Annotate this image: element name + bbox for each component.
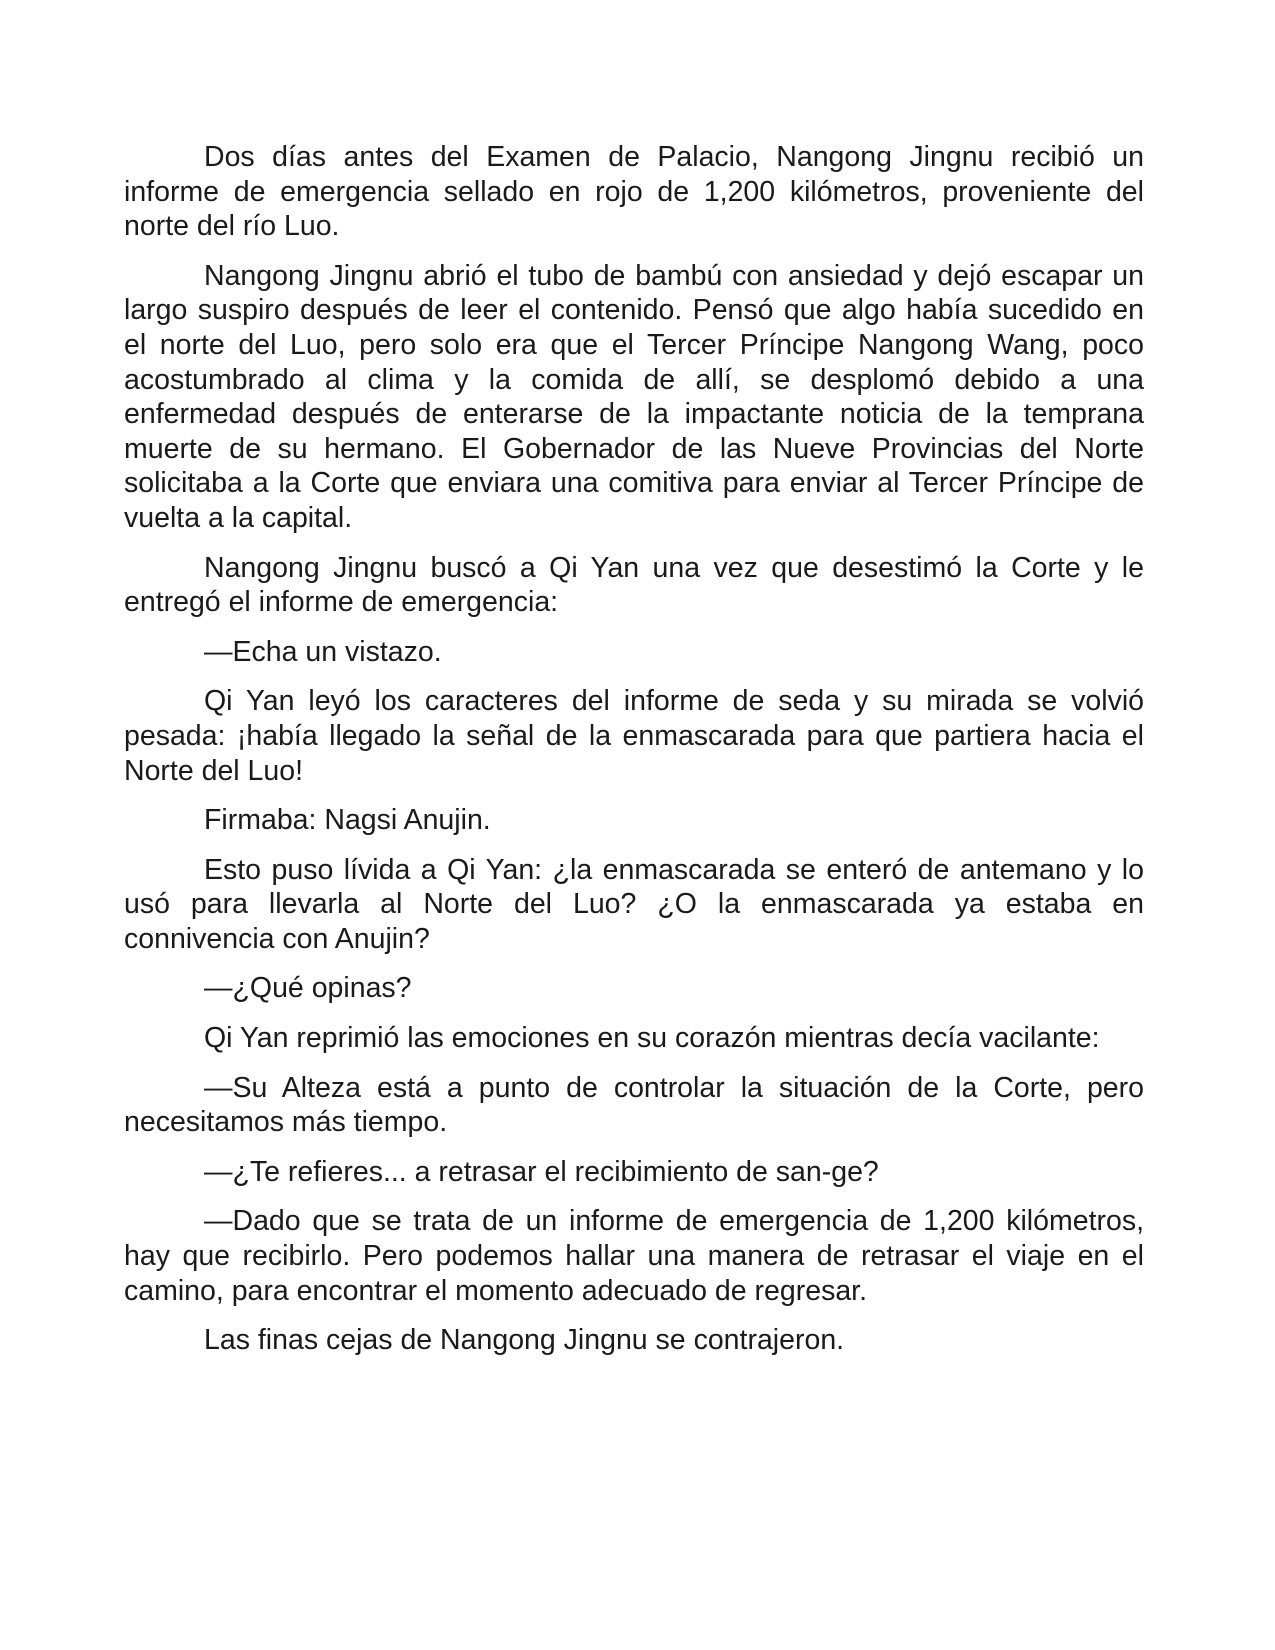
paragraph: Nangong Jingnu abrió el tubo de bambú con ansiedad y dejó escapar un largo suspiro después de leer el contenido. Pensó que algo había sucedido en el norte del Luo, pero solo era que el Tercer Príncipe Nangong Wang, poco acostumbrado al clima y la comida de allí, se desplomó debido a una enfermedad después de enterarse de la impactante noticia de la temprana muerte de su hermano. El Gobernador de las Nueve Provincias del Norte solicitaba a la Corte que enviara una comitiva para enviar al Tercer Príncipe de vuelta a la capital. bbox=[124, 259, 1144, 534]
paragraph: Nangong Jingnu buscó a Qi Yan una vez que desestimó la Corte y le entregó el informe de emergencia: bbox=[124, 551, 1144, 619]
dialogue-line: —Su Alteza está a punto de controlar la situación de la Corte, pero necesitamos más tiempo. bbox=[124, 1071, 1144, 1139]
paragraph: Las finas cejas de Nangong Jingnu se contrajeron. bbox=[204, 1324, 845, 1357]
document-page bbox=[124, 140, 1144, 1373]
dialogue-line: —¿Qué opinas? bbox=[204, 972, 412, 1005]
paragraph: Firmaba: Nagsi Anujin. bbox=[204, 804, 491, 837]
paragraph: Qi Yan leyó los caracteres del informe de seda y su mirada se volvió pesada: ¡había llegado la señal de la enmascarada para que partiera hacia el Norte del Luo! bbox=[124, 685, 1144, 787]
dialogue-line: —Dado que se trata de un informe de emergencia de 1,200 kilómetros, hay que recibirlo. Pero podemos hallar una manera de retrasar el viaje en el camino, para encontrar el momento adecuado de regresar. bbox=[124, 1205, 1144, 1307]
paragraph: Dos días antes del Examen de Palacio, Nangong Jingnu recibió un informe de emergencia sellado en rojo de 1,200 kilómetros, proveniente del norte del río Luo. bbox=[124, 141, 1144, 243]
paragraph: Esto puso lívida a Qi Yan: ¿la enmascarada se enteró de antemano y lo usó para llevarla al Norte del Luo? ¿O la enmascarada ya estaba en connivencia con Anujin? bbox=[124, 853, 1144, 955]
dialogue-line: —Echa un vistazo. bbox=[204, 635, 442, 668]
dialogue-line: —¿Te refieres... a retrasar el recibimiento de san-ge? bbox=[204, 1155, 879, 1188]
paragraph: Qi Yan reprimió las emociones en su corazón mientras decía vacilante: bbox=[204, 1022, 1100, 1055]
